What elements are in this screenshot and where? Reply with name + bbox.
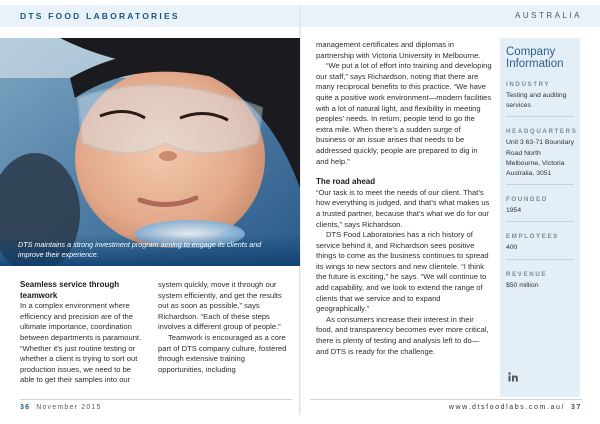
- article-column-3: [316, 40, 492, 357]
- industry-value: Testing and auditing services: [506, 92, 567, 110]
- industry-label: INDUSTRY: [506, 81, 551, 88]
- section-heading-teamwork: Seamless service through teamwork: [20, 280, 120, 300]
- sidebar-title: Company Information: [506, 46, 564, 70]
- brand-name: DTS FOOD LABORATORIES: [20, 11, 180, 21]
- article-column-1: [20, 280, 146, 386]
- section-heading-road-ahead: The road ahead: [316, 177, 376, 187]
- photo-caption: DTS maintains a strong investment program aiming to engage its clients and improve their experience.: [18, 240, 262, 259]
- headquarters-label: HEADQUARTERS: [506, 128, 578, 136]
- page-number-right: 37: [571, 404, 582, 411]
- founded-label: FOUNDED: [506, 196, 548, 204]
- paragraph: “Our task is to meet the needs of our client. That’s how everything is judged, and that’s what makes us a trusted partner, because that’s what we do for our clients,” says Richardson.: [316, 187, 490, 229]
- divider: [506, 259, 574, 260]
- linkedin-icon[interactable]: [508, 372, 518, 382]
- divider: [506, 221, 574, 222]
- website-link[interactable]: www.dtsfoodlabs.com.au/: [448, 404, 565, 411]
- issue-date: November 2015: [36, 404, 102, 411]
- paragraph: Teamwork is encouraged as a core part of DTS company culture, fostered through extensive training opportunities, including: [158, 332, 287, 374]
- paragraph: “We put a lot of effort into training and developing our staff,” says Richardson, noting that there are many reciprocal benefits to this practice. “We have quite a positive work environment—modern facilities with a lot of natural light, and flexibility in meeting peoples’ needs. In return, people tend to go the extra mile. When there’s a sudden surge of business or an issue arises that needs to be addressed quickly, people are prepared to dig in and help.”: [316, 61, 492, 166]
- employees-value: 400: [506, 244, 518, 252]
- page-number-left: 36: [20, 404, 31, 411]
- article-column-2: [158, 280, 288, 375]
- paragraph: In a complex environment where efficiency and precision are of the ultimate importance, coordination between departments is paramount. “Whether it’s just routine testing or whether a client is trying to sort out production issues, we need to be able to get their samples into our: [20, 301, 142, 385]
- footer-rule: [310, 399, 582, 400]
- revenue-label: REVENUE: [506, 270, 548, 278]
- employees-label: EMPLOYEES: [506, 233, 559, 241]
- paragraph: DTS Food Laboratories has a rich history of service behind it, and Richardson sees positive things to come as the business continues to spread its wings to new sectors and new clientele. “I think the future is exciting,” he says. “We will continue to add capability, and we look to extend the range of clients that we service and to expand geographically.”: [316, 230, 489, 314]
- footer-rule: [20, 399, 292, 400]
- paragraph: management certificates and diplomas in partnership with Victoria University in Melbourne.: [316, 40, 481, 60]
- founded-value: 1954: [506, 207, 522, 215]
- company-info-sidebar: [500, 38, 580, 397]
- revenue-value: $50 million: [506, 281, 539, 289]
- divider: [506, 184, 574, 185]
- region-label: AUSTRALIA: [515, 11, 582, 20]
- footer-left: [20, 404, 102, 411]
- paragraph: As consumers increase their interest in their food, and transparency becomes ever more critical, there is plenty of testing and analysis left to do—and DTS is ready for the challenge.: [316, 314, 489, 356]
- lab-worker-photo: [0, 38, 300, 266]
- footer-right: [449, 404, 582, 411]
- headquarters-value: Unit 3 63-71 Boundary Road North Melbourne, Victoria Australia, 3051: [506, 139, 575, 178]
- divider: [506, 116, 574, 117]
- paragraph: system quickly, move it through our system efficiently, and get the results out as soon as possible,” says Richardson. “Each of these steps involves a different group of people.”: [158, 280, 282, 332]
